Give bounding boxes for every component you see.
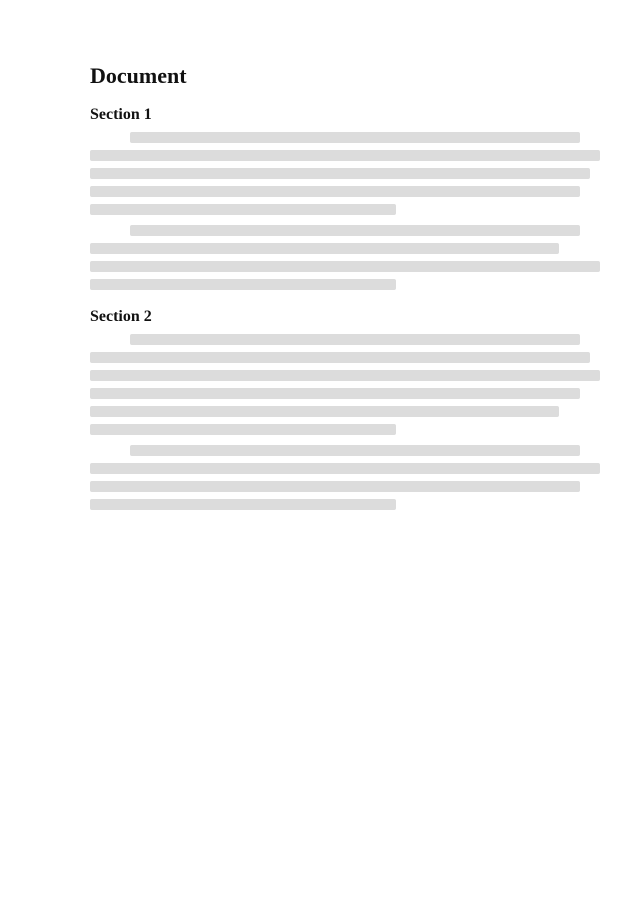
text-line-placeholder: [130, 445, 580, 456]
paragraph-block: [90, 225, 600, 290]
document-page: [90, 62, 600, 528]
text-line-placeholder: [90, 499, 396, 510]
paragraph-block: [90, 132, 600, 215]
text-line-placeholder: [90, 388, 580, 399]
text-line-placeholder: [90, 352, 590, 363]
text-line-placeholder: [90, 168, 590, 179]
text-line-placeholder: [90, 204, 396, 215]
text-line-placeholder: [90, 481, 580, 492]
text-line-placeholder: [90, 424, 396, 435]
text-line-placeholder: [90, 243, 559, 254]
text-line-placeholder: [130, 132, 580, 143]
document-section: [90, 106, 600, 290]
paragraph-block: [90, 334, 600, 435]
document-headline: Document: [90, 63, 187, 88]
text-line-placeholder: [90, 279, 396, 290]
paragraph-block: [90, 445, 600, 510]
document-section: [90, 308, 600, 510]
text-line-placeholder: [130, 225, 580, 236]
text-line-placeholder: [130, 334, 580, 345]
section-heading: Section 1: [90, 105, 152, 123]
section-heading: Section 2: [90, 307, 152, 325]
text-line-placeholder: [90, 463, 600, 474]
text-line-placeholder: [90, 406, 559, 417]
text-line-placeholder: [90, 186, 580, 197]
text-line-placeholder: [90, 370, 600, 381]
text-line-placeholder: [90, 150, 600, 161]
text-line-placeholder: [90, 261, 600, 272]
